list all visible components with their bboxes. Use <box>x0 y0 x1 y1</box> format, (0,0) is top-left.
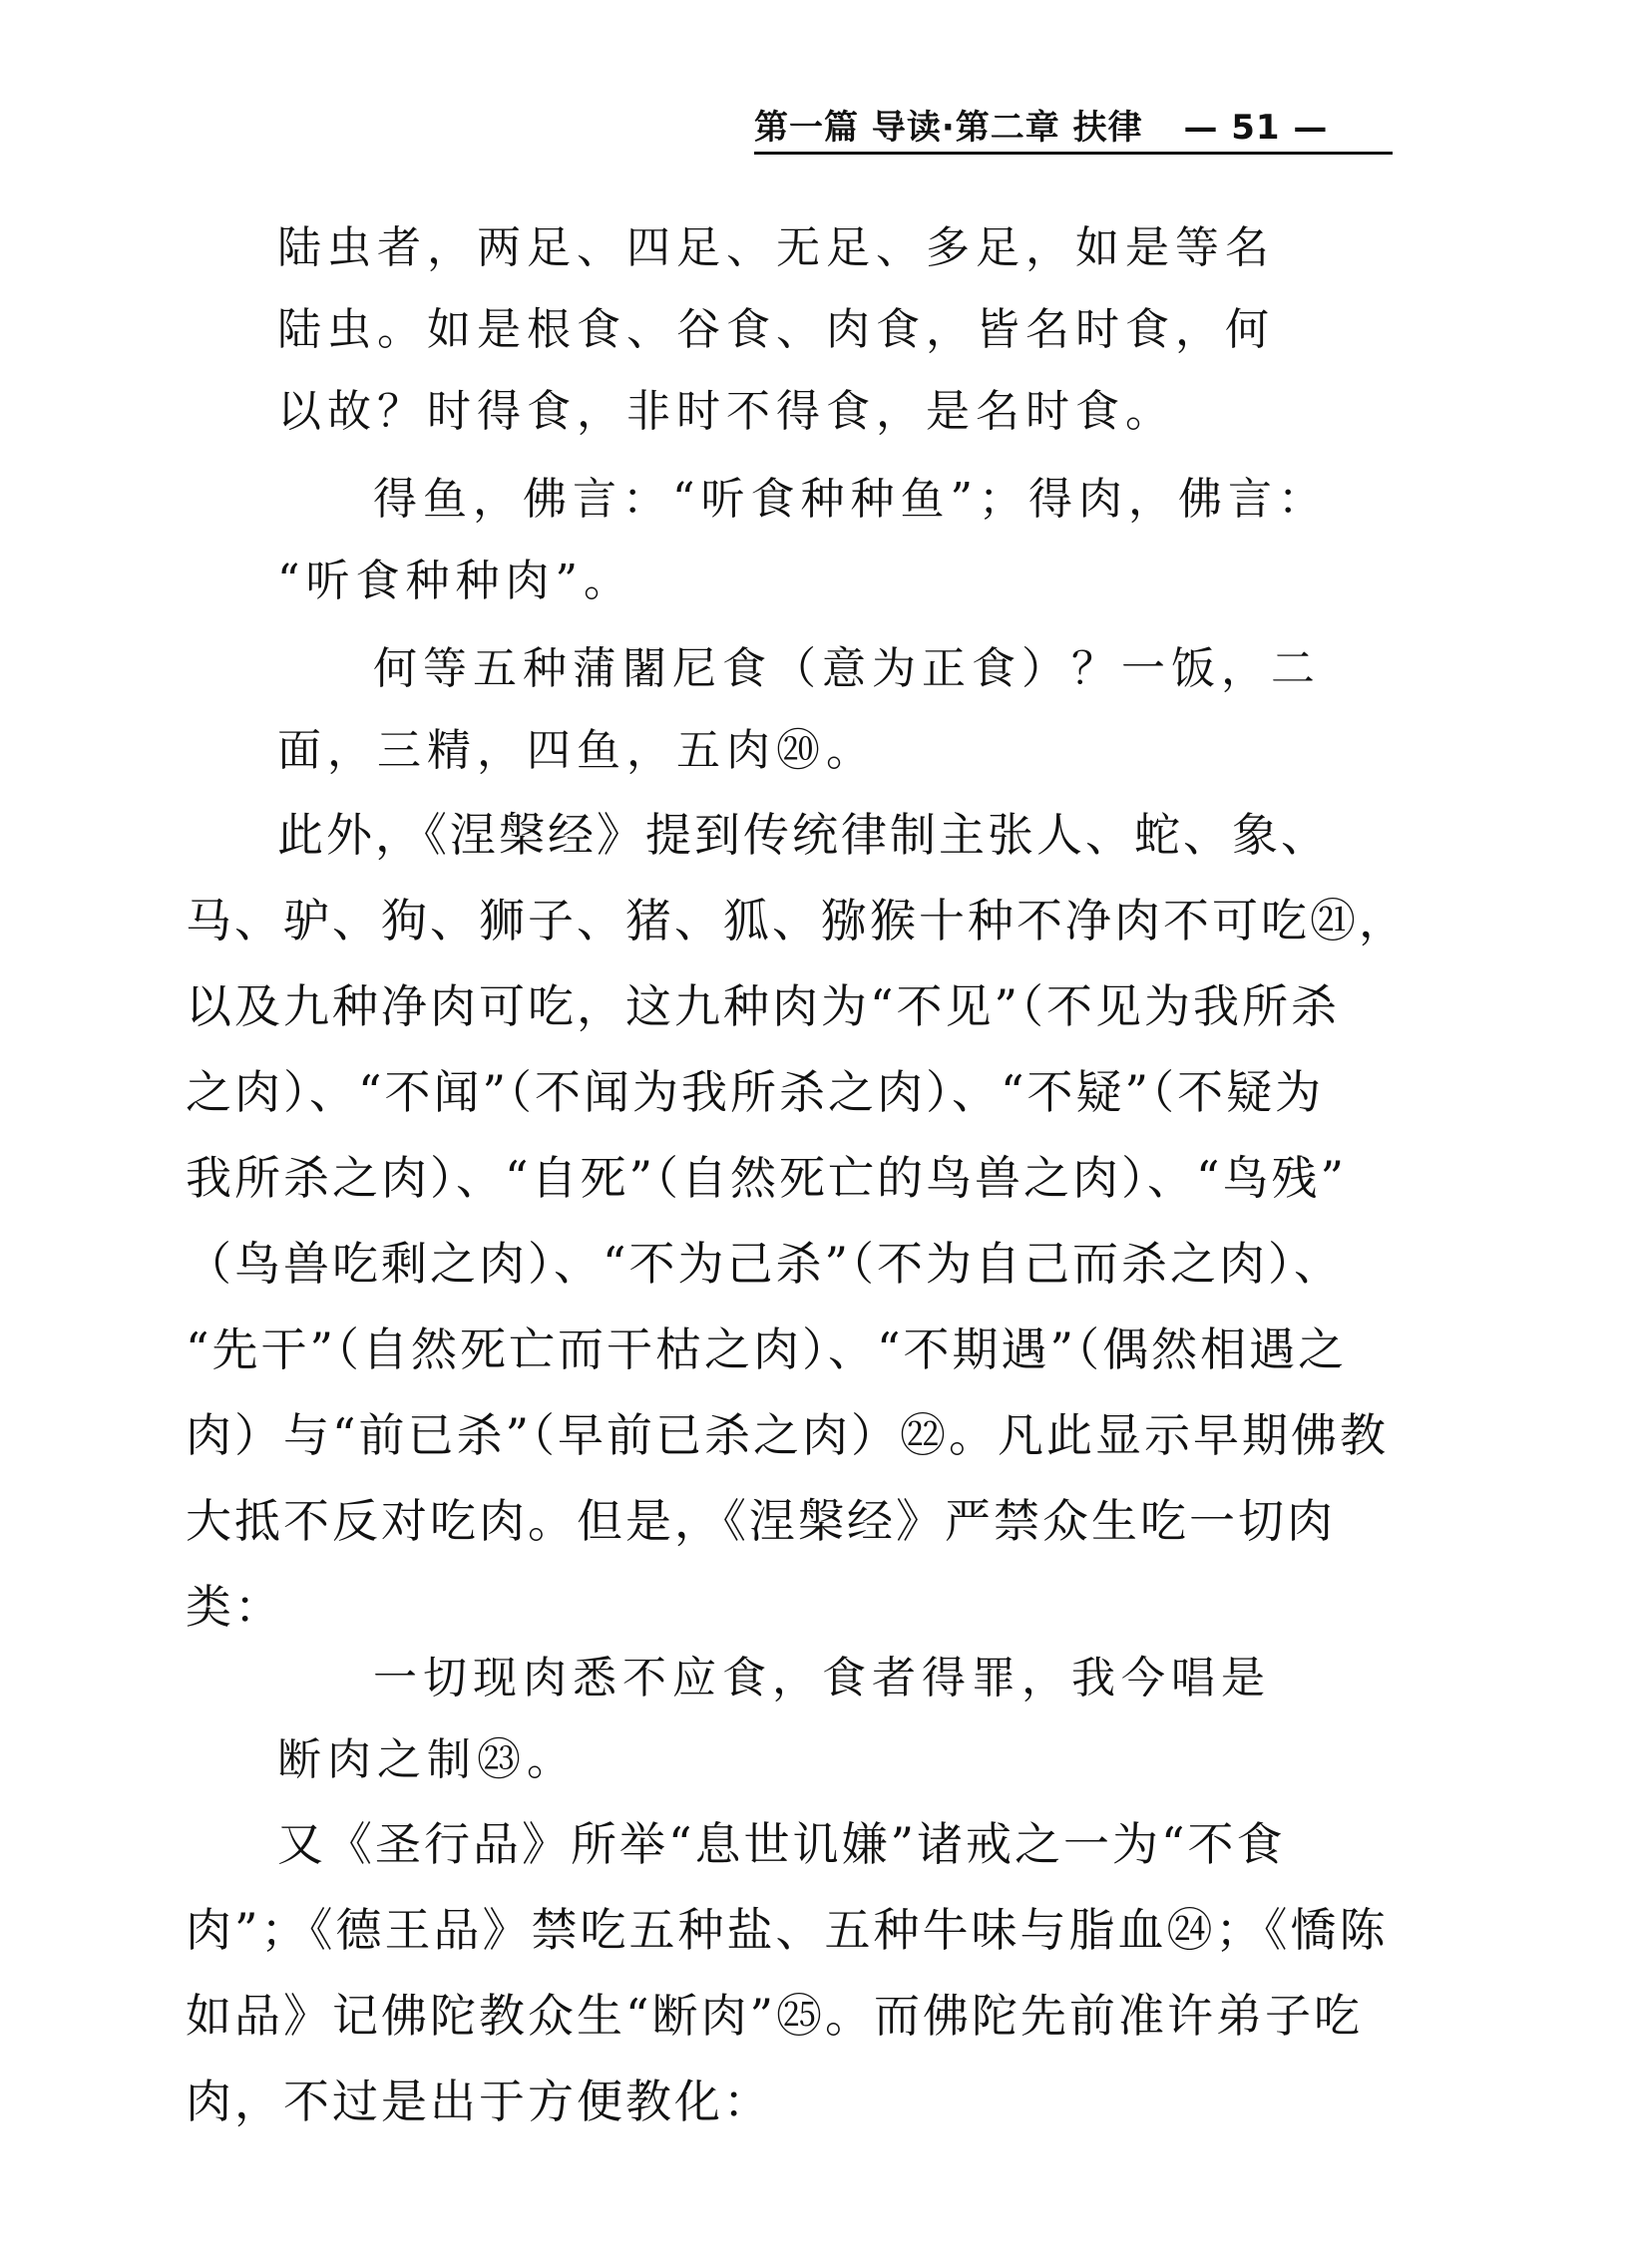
text-line: 一切现肉悉不应食，食者得罪，我今唱是 <box>373 1653 1271 1703</box>
text-line: 之肉）、“不闻”（不闻为我所杀之肉）、“不疑”（不疑为 <box>186 1065 1325 1119</box>
running-title: 第一篇 导读·第二章 扶律 <box>754 108 1143 148</box>
text-line: 类： <box>186 1580 283 1634</box>
text-line: 我所杀之肉）、“自死”（自然死亡的鸟兽之肉）、“鸟残” <box>186 1151 1348 1205</box>
text-line: “听食种种肉”。 <box>277 556 633 606</box>
quote-block-1 <box>277 207 1275 453</box>
quote-block-4 <box>277 1638 1271 1801</box>
text-line: 肉）与“前已杀”（早前已杀之肉）㉒。凡此显示早期佛教 <box>186 1408 1390 1462</box>
text-line: “先干”（自然死亡而干枯之肉）、“不期遇”（偶然相遇之 <box>186 1323 1348 1376</box>
body-paragraph-2 <box>186 1801 1389 2144</box>
text-line: 又《圣行品》所举“息世讥嫌”诸戒之一为“不食 <box>277 1817 1286 1871</box>
text-line: 肉”；《德王品》禁吃五种盐、五种牛味与脂血㉔；《憍陈 <box>186 1903 1389 1957</box>
page-number: — 51 — <box>1183 108 1329 148</box>
text-line: 以及九种净肉可吃，这九种肉为“不见”（不见为我所杀 <box>186 979 1341 1033</box>
text-line: 得鱼，佛言：“听食种种鱼”；得肉，佛言： <box>373 474 1328 525</box>
text-line: 陆虫者，两足、四足、无足、多足，如是等名 <box>277 222 1275 273</box>
text-line: （鸟兽吃剩之肉）、“不为己杀”（不为自己而杀之肉）、 <box>186 1237 1344 1291</box>
running-header <box>754 106 1393 150</box>
body-paragraph-1 <box>186 792 1408 1650</box>
text-line: 马、驴、狗、狮子、猪、狐、猕猴十种不净肉不可吃㉑， <box>186 894 1408 947</box>
quote-block-2 <box>277 459 1328 622</box>
text-line: 断肉之制㉓。 <box>277 1734 577 1785</box>
text-line: 此外，《涅槃经》提到传统律制主张人、蛇、象、 <box>277 808 1330 862</box>
text-line: 肉，不过是出于方便教化： <box>186 2075 772 2128</box>
quote-block-3 <box>277 628 1321 792</box>
text-line: 何等五种蒲闍尼食（意为正食）？一饭，二 <box>373 643 1321 694</box>
text-line: 陆虫。如是根食、谷食、肉食，皆名时食，何 <box>277 304 1275 355</box>
text-line: 以故？时得食，非时不得食，是名时食。 <box>277 386 1175 437</box>
text-line: 面，三精，四鱼，五肉⑳。 <box>277 725 876 776</box>
text-line: 如品》记佛陀教众生“断肉”㉕。而佛陀先前准许弟子吃 <box>186 1989 1364 2043</box>
text-line: 大抵不反对吃肉。但是，《涅槃经》严禁众生吃一切肉 <box>186 1494 1336 1548</box>
header-rule <box>754 152 1393 155</box>
